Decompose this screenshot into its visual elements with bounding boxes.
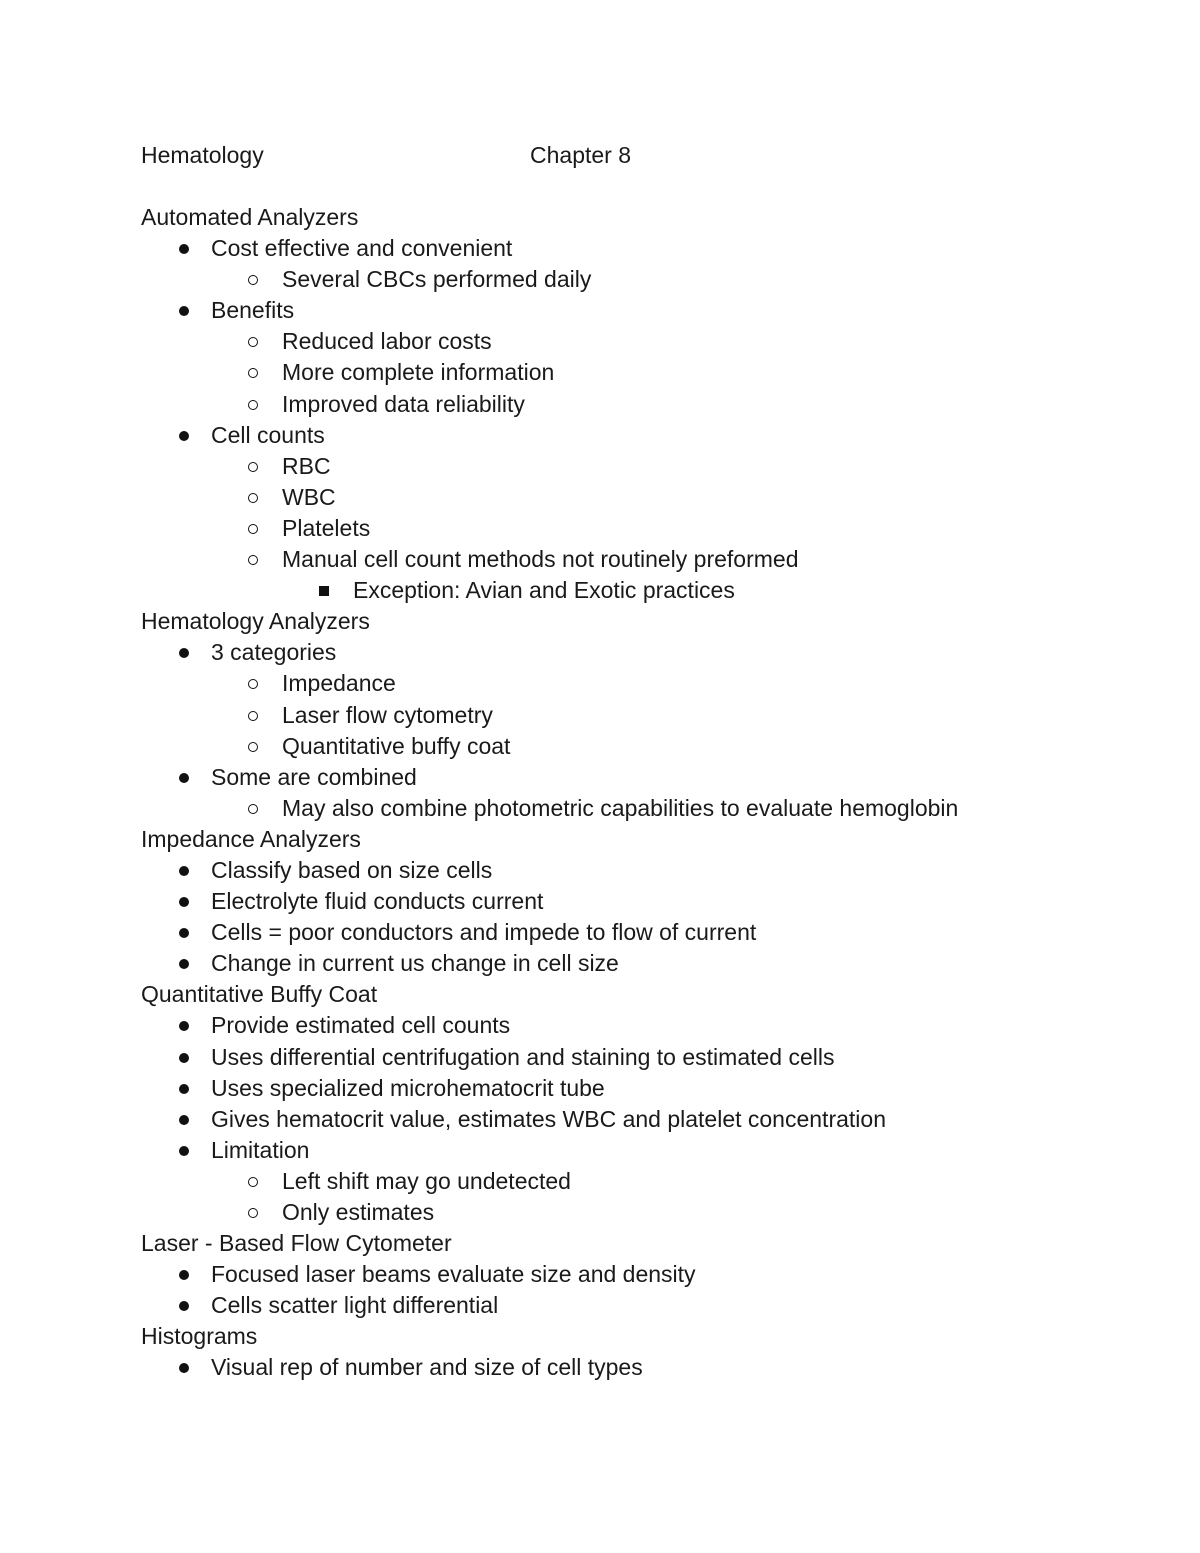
list-item-text: Focused laser beams evaluate size and density (211, 1261, 696, 1288)
list-item (141, 420, 1141, 451)
list-item (141, 513, 1141, 544)
list-item (141, 264, 1141, 295)
section-heading (141, 606, 1141, 637)
list-item (141, 326, 1141, 357)
list-item (141, 482, 1141, 513)
list-item-text: Gives hematocrit value, estimates WBC and platelet concentration (211, 1105, 886, 1132)
filled-bullet-icon (179, 306, 189, 316)
filled-bullet-icon (179, 773, 189, 783)
filled-bullet-icon (179, 1146, 189, 1156)
list-item (141, 886, 1141, 917)
list-item-text: Cost effective and convenient (211, 235, 513, 262)
list-item-text: Cells scatter light differential (211, 1292, 499, 1319)
list-item-text: Impedance (282, 670, 396, 697)
filled-bullet-icon (179, 648, 189, 658)
list-item (141, 1259, 1141, 1290)
hollow-bullet-icon (248, 368, 258, 378)
list-item (141, 793, 1141, 824)
list-item-text: Classify based on size cells (211, 856, 493, 883)
hollow-bullet-icon (248, 275, 258, 285)
section-heading (141, 202, 1141, 233)
section-heading (141, 979, 1141, 1010)
filled-bullet-icon (179, 1021, 189, 1031)
section-heading (141, 824, 1141, 855)
list-item-text: Improved data reliability (282, 390, 525, 417)
list-item-text: Reduced labor costs (282, 328, 492, 355)
notes-body (141, 202, 1141, 1384)
hollow-bullet-icon (248, 524, 258, 534)
section-heading-text: Hematology Analyzers (141, 608, 370, 635)
list-item (141, 357, 1141, 388)
hollow-bullet-icon (248, 1208, 258, 1218)
list-item (141, 544, 1141, 575)
list-item (141, 917, 1141, 948)
hollow-bullet-icon (248, 337, 258, 347)
list-item (141, 1166, 1141, 1197)
section-heading-text: Quantitative Buffy Coat (141, 981, 378, 1008)
filled-bullet-icon (179, 431, 189, 441)
list-item (141, 948, 1141, 979)
list-item (141, 233, 1141, 264)
list-item-text: WBC (282, 483, 336, 510)
square-bullet-icon (319, 586, 329, 596)
list-item (141, 389, 1141, 420)
chapter-label: Chapter 8 (530, 142, 632, 168)
list-item (141, 1073, 1141, 1104)
list-item-text: Left shift may go undetected (282, 1167, 571, 1194)
list-item-text: Manual cell count methods not routinely preformed (282, 546, 799, 573)
filled-bullet-icon (179, 244, 189, 254)
hollow-bullet-icon (248, 462, 258, 472)
list-item-text: Cell counts (211, 421, 325, 448)
subject-title: Hematology (141, 142, 264, 168)
list-item-text: Provide estimated cell counts (211, 1012, 511, 1039)
hollow-bullet-icon (248, 804, 258, 814)
section-heading-text: Laser - Based Flow Cytometer (141, 1230, 452, 1257)
hollow-bullet-icon (248, 400, 258, 410)
list-item (141, 1197, 1141, 1228)
list-item-text: Laser flow cytometry (282, 701, 493, 728)
hollow-bullet-icon (248, 555, 258, 565)
filled-bullet-icon (179, 1270, 189, 1280)
section-heading-text: Histograms (141, 1323, 258, 1350)
filled-bullet-icon (179, 1053, 189, 1063)
list-item-text: Change in current us change in cell size (211, 950, 619, 977)
list-item-text: Quantitative buffy coat (282, 732, 511, 759)
filled-bullet-icon (179, 1301, 189, 1311)
list-item-text: Only estimates (282, 1199, 435, 1225)
list-item (141, 700, 1141, 731)
filled-bullet-icon (179, 1084, 189, 1094)
section-heading (141, 1228, 1141, 1259)
list-item-text: May also combine photometric capabilities to evaluate hemoglobin (282, 794, 959, 821)
document-header (141, 140, 1041, 171)
list-item (141, 575, 1141, 606)
list-item-text: Uses specialized microhematocrit tube (211, 1074, 605, 1101)
list-item (141, 1290, 1141, 1321)
list-item (141, 1042, 1141, 1073)
list-item (141, 1104, 1141, 1135)
list-item-text: Uses differential centrifugation and staining to estimated cells (211, 1043, 835, 1070)
list-item-text: Exception: Avian and Exotic practices (353, 577, 735, 604)
hollow-bullet-icon (248, 493, 258, 503)
list-item (141, 637, 1141, 668)
hollow-bullet-icon (248, 711, 258, 721)
list-item (141, 855, 1141, 886)
list-item (141, 451, 1141, 482)
list-item-text: More complete information (282, 359, 555, 386)
list-item (141, 1010, 1141, 1041)
list-item (141, 1135, 1141, 1166)
section-heading (141, 1321, 1141, 1352)
list-item (141, 295, 1141, 326)
list-item-text: Cells = poor conductors and impede to flow of current (211, 919, 757, 946)
list-item-text: 3 categories (211, 639, 337, 666)
list-item-text: Some are combined (211, 763, 417, 790)
filled-bullet-icon (179, 897, 189, 907)
filled-bullet-icon (179, 959, 189, 969)
list-item-text: Electrolyte fluid conducts current (211, 888, 544, 915)
hollow-bullet-icon (248, 679, 258, 689)
filled-bullet-icon (179, 866, 189, 876)
hollow-bullet-icon (248, 1177, 258, 1187)
list-item (141, 731, 1141, 762)
list-item-text: Several CBCs performed daily (282, 266, 592, 293)
hollow-bullet-icon (248, 742, 258, 752)
list-item (141, 1352, 1141, 1383)
filled-bullet-icon (179, 1115, 189, 1125)
list-item-text: Limitation (211, 1136, 310, 1163)
filled-bullet-icon (179, 1363, 189, 1373)
list-item-text: Visual rep of number and size of cell types (211, 1354, 643, 1381)
filled-bullet-icon (179, 928, 189, 938)
list-item (141, 762, 1141, 793)
list-item-text: RBC (282, 452, 331, 479)
list-item (141, 668, 1141, 699)
list-item-text: Platelets (282, 514, 371, 541)
section-heading-text: Automated Analyzers (141, 204, 359, 230)
section-heading-text: Impedance Analyzers (141, 825, 361, 852)
list-item-text: Benefits (211, 297, 295, 324)
